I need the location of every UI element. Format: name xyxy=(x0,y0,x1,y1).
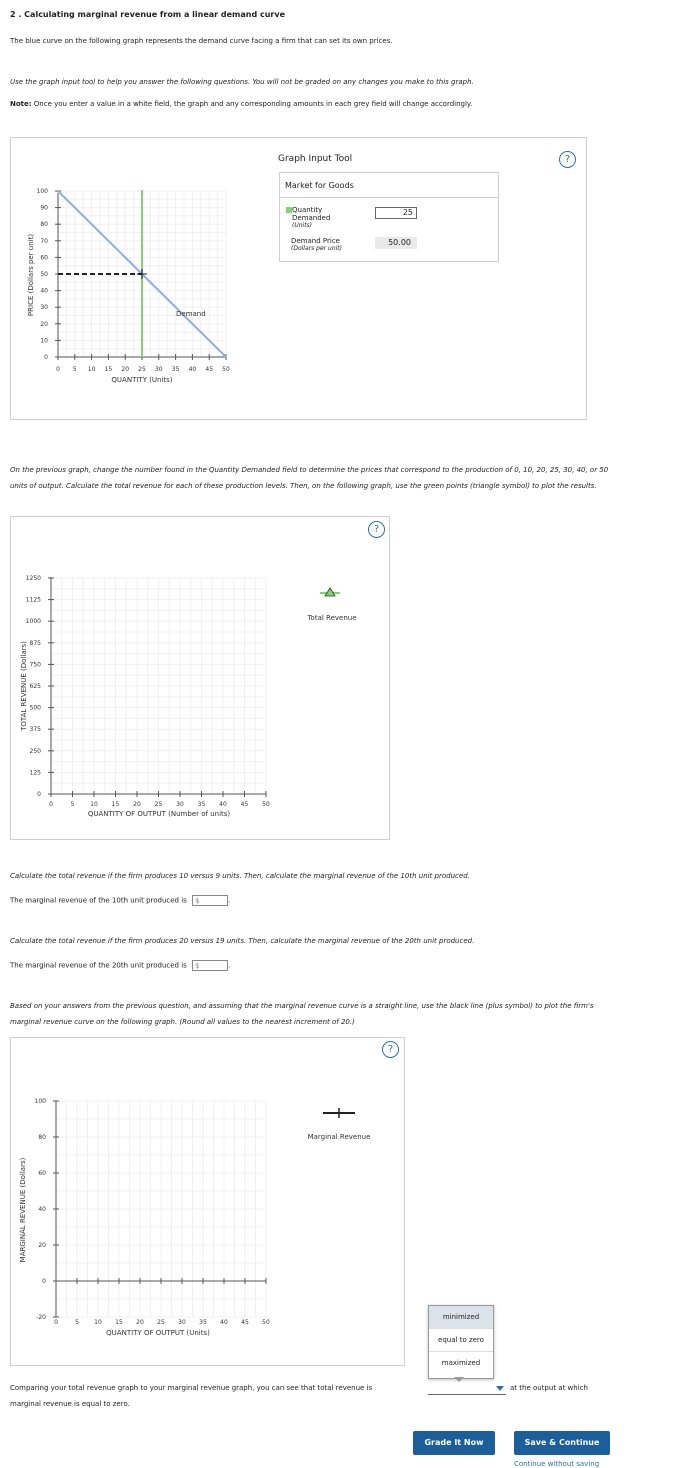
graph3-x-tick-label: 50 xyxy=(262,1319,270,1326)
help-icon[interactable]: ? xyxy=(559,151,576,168)
graph2-y-tick-label: 0 xyxy=(37,791,41,798)
graph2-x-tick-label: 30 xyxy=(176,801,184,808)
graph3-y-tick-label: 100 xyxy=(34,1098,46,1105)
marginal-revenue-graph[interactable] xyxy=(11,1038,404,1365)
graph3-x-tick-label: 35 xyxy=(199,1319,207,1326)
graph1-y-tick-label: 40 xyxy=(40,287,48,295)
quantity-unit: (Units) xyxy=(292,222,313,229)
prompt-mr-20: Calculate the total revenue if the firm produces 20 versus 19 units. Then, calculate the marginal revenue of the 20th unit produced. xyxy=(10,937,475,945)
quantity-label-line2: Demanded xyxy=(292,214,331,222)
graph2-y-tick-label: 625 xyxy=(29,683,41,690)
answer-mr-20-label: The marginal revenue of the 20th unit produced is xyxy=(10,961,187,970)
graph3-x-tick-label: 0 xyxy=(54,1319,58,1326)
graph2-y-tick-label: 125 xyxy=(29,769,41,777)
graph2-x-tick-label: 0 xyxy=(49,801,53,808)
graph1-x-tick-label: 20 xyxy=(121,366,130,373)
tool-title: Graph Input Tool xyxy=(278,154,353,164)
question-title: 2 . Calculating marginal revenue from a linear demand curve xyxy=(10,10,285,19)
graph1-x-label: QUANTITY (Units) xyxy=(111,376,173,384)
graph3-panel xyxy=(10,1037,405,1366)
quantity-label-line1: Quantity xyxy=(292,206,323,214)
quantity-label xyxy=(292,206,330,230)
option-equal-to-zero[interactable]: equal to zero xyxy=(429,1329,493,1352)
continue-without-saving-link[interactable]: Continue without saving xyxy=(514,1460,600,1468)
graph2-x-tick-label: 45 xyxy=(240,801,249,808)
graph3-y-label: MARGINAL REVENUE (Dollars) xyxy=(19,1157,27,1263)
graph1-y-tick-label: 10 xyxy=(40,337,48,345)
price-output: 50.00 xyxy=(375,237,417,249)
graph1-x-tick-label: 5 xyxy=(72,366,77,373)
graph2-y-tick-label: 875 xyxy=(29,639,41,647)
graph1-x-tick-label: 50 xyxy=(222,366,230,373)
graph2-x-tick-label: 50 xyxy=(262,801,270,808)
quantity-input[interactable]: 25 xyxy=(375,207,417,219)
mr-10-input[interactable] xyxy=(192,895,228,906)
graph3-x-tick-label: 15 xyxy=(115,1319,123,1326)
graph2-y-tick-label: 375 xyxy=(29,726,41,734)
total-revenue-graph[interactable] xyxy=(11,517,389,839)
price-unit: (Dollars per unit) xyxy=(291,245,342,252)
intro-text: The blue curve on the following graph represents the demand curve facing a firm that can set its own prices. xyxy=(10,37,393,45)
answer-mr-10: The marginal revenue of the 10th unit produced is $ . xyxy=(10,896,231,905)
graph1-y-label: PRICE (Dollars per unit) xyxy=(27,233,35,317)
dollar-sign: $ xyxy=(195,962,200,970)
graph1-x-tick-label: 35 xyxy=(171,366,180,373)
graph3-x-tick-label: 40 xyxy=(220,1319,228,1326)
graph1-panel xyxy=(10,137,587,420)
revenue-select[interactable] xyxy=(428,1384,506,1395)
graph3-x-tick-label: 20 xyxy=(136,1319,144,1326)
graph2-x-tick-label: 10 xyxy=(90,801,98,808)
final-question-line2: marginal revenue is equal to zero. xyxy=(10,1400,130,1408)
dropdown-menu xyxy=(428,1305,494,1379)
answer-mr-20: The marginal revenue of the 20th unit produced is $ . xyxy=(10,961,231,970)
graph3-y-tick-label: 0 xyxy=(42,1278,46,1285)
graph2-y-tick-label: 1000 xyxy=(25,618,41,626)
graph1-x-tick-label: 0 xyxy=(56,366,60,373)
graph3-x-tick-label: 5 xyxy=(75,1319,79,1326)
marginal-revenue-legend: Marginal Revenue xyxy=(307,1133,371,1141)
demand-graph[interactable] xyxy=(11,138,281,419)
graph3-x-tick-label: 10 xyxy=(94,1319,102,1326)
option-maximized[interactable]: maximized xyxy=(441,1359,481,1367)
graph2-x-tick-label: 5 xyxy=(70,801,75,808)
graph2-x-tick-label: 25 xyxy=(154,801,163,808)
graph1-y-tick-label: 0 xyxy=(44,354,48,361)
note-text xyxy=(10,100,472,108)
graph1-x-tick-label: 45 xyxy=(205,366,214,373)
graph2-x-tick-label: 15 xyxy=(111,801,120,808)
graph2-y-tick-label: 250 xyxy=(29,747,41,755)
total-revenue-triangle-tool xyxy=(320,588,340,596)
graph3-y-tick-label: 80 xyxy=(38,1134,46,1141)
graph2-x-label: QUANTITY OF OUTPUT (Number of units) xyxy=(87,810,231,818)
graph1-y-tick-label: 100 xyxy=(36,188,48,195)
graph1-y-tick-label: 20 xyxy=(40,320,48,328)
graph1-y-tick-label: 80 xyxy=(40,221,48,229)
graph3-y-tick-label: 20 xyxy=(38,1242,46,1249)
graph1-y-tick-label: 70 xyxy=(40,237,48,245)
graph1-x-tick-label: 15 xyxy=(104,366,113,373)
graph1-x-tick-label: 25 xyxy=(138,366,146,373)
graph1-y-tick-label: 90 xyxy=(40,204,48,212)
graph3-y-tick-label: -20 xyxy=(36,1314,46,1321)
mr-20-input[interactable] xyxy=(192,960,228,971)
input-tool-box xyxy=(279,172,499,262)
graph1-x-tick-label: 40 xyxy=(188,366,197,373)
save-continue-button[interactable]: Save & Continue xyxy=(514,1431,610,1455)
graph2-y-tick-label: 1125 xyxy=(25,596,41,604)
final-question-after: at the output at which xyxy=(510,1384,588,1392)
graph2-y-label: TOTAL REVENUE (Dollars) xyxy=(20,641,28,731)
option-minimized[interactable]: minimized xyxy=(429,1306,493,1329)
demand-label: Demand xyxy=(176,310,206,318)
graph2-x-tick-label: 35 xyxy=(197,801,206,808)
graph1-x-tick-label: 10 xyxy=(87,366,96,373)
final-question-line1: Comparing your total revenue graph to your marginal revenue graph, you can see that total revenue is xyxy=(10,1384,373,1392)
graph2-y-tick-label: 500 xyxy=(29,704,41,712)
use-tool-text: Use the graph input tool to help you answer the following questions. You will not be graded on any changes you make to this graph. xyxy=(10,78,474,86)
answer-mr-10-label: The marginal revenue of the 10th unit produced is xyxy=(10,896,187,905)
graph1-y-tick-label: 50 xyxy=(40,271,48,278)
instructions-total-revenue: On the previous graph, change the number found in the Quantity Demanded field to determine the prices that correspond to the production of 0, 10, 20, 25, 30, 40, or 50 units of output. Calculate the total revenue for each of these production levels. Then, on the following graph, use the green points (triangle symbol) to plot the results. xyxy=(10,466,609,490)
price-label xyxy=(291,237,342,253)
graph1-y-tick-label: 30 xyxy=(40,304,48,312)
graph3-x-label: QUANTITY OF OUTPUT (Units) xyxy=(106,1329,210,1337)
graph2-y-tick-label: 1250 xyxy=(25,575,41,582)
graph3-y-tick-label: 40 xyxy=(38,1206,46,1213)
graph2-y-tick-label: 750 xyxy=(29,661,41,669)
dollar-sign: $ xyxy=(195,897,200,905)
graph3-x-tick-label: 30 xyxy=(178,1319,186,1326)
total-revenue-legend: Total Revenue xyxy=(307,614,357,622)
note-label: Note: xyxy=(10,100,32,108)
graph1-x-tick-label: 30 xyxy=(154,366,163,373)
chevron-down-icon xyxy=(496,1386,504,1391)
market-label: Market for Goods xyxy=(285,181,354,190)
graph2-x-tick-label: 20 xyxy=(133,801,141,808)
instructions-marginal-revenue: Based on your answers from the previous question, and assuming that the marginal revenue curve is a straight line, use the black line (plus symbol) to plot the firm's marginal revenue curve on the following graph. (Round all values to the nearest increment of 20.) xyxy=(10,1002,594,1026)
help-icon[interactable]: ? xyxy=(382,1041,399,1058)
graph3-x-tick-label: 25 xyxy=(157,1319,165,1326)
dropdown-pointer xyxy=(454,1377,464,1382)
prompt-mr-10: Calculate the total revenue if the firm produces 10 versus 9 units. Then, calculate the marginal revenue of the 10th unit produced. xyxy=(10,872,470,880)
graph1-y-tick-label: 60 xyxy=(40,254,48,262)
graph2-x-tick-label: 40 xyxy=(219,801,227,808)
graph3-x-tick-label: 45 xyxy=(241,1319,249,1326)
marginal-revenue-plus-tool xyxy=(323,1108,355,1118)
note-body: Once you enter a value in a white field, the graph and any corresponding amounts in each grey field will change accordingly. xyxy=(31,100,473,108)
graph3-y-tick-label: 60 xyxy=(38,1170,46,1177)
help-icon[interactable]: ? xyxy=(368,521,385,538)
price-label-line1: Demand Price xyxy=(291,237,340,245)
grade-it-now-button[interactable]: Grade It Now xyxy=(413,1431,495,1455)
graph2-panel xyxy=(10,516,390,840)
